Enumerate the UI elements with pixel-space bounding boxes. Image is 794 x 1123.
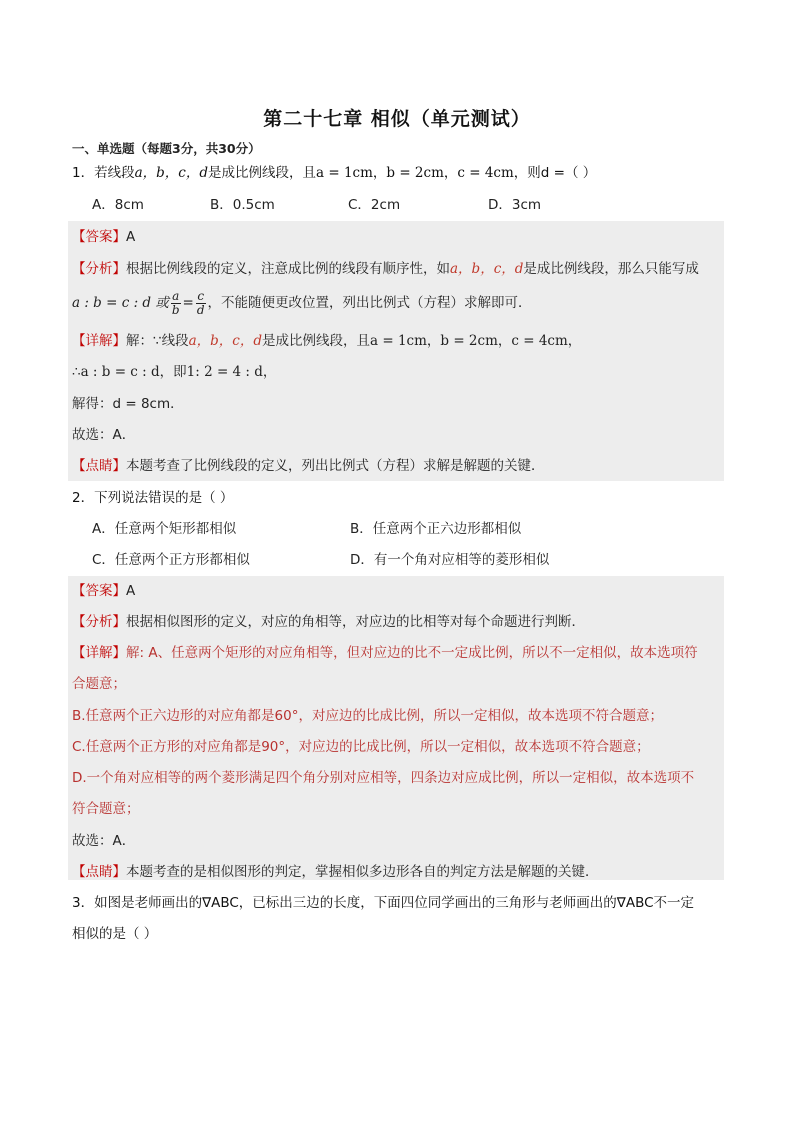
comment-tag: 【点睛】	[72, 458, 126, 474]
q1-given: a = 1cm，b = 2cm，c = 4cm，	[316, 165, 528, 181]
q2-comment	[72, 861, 599, 883]
q2-analysis-text: 根据相似图形的定义，对应的角相等，对应边的比相等对每个命题进行判断．	[126, 614, 585, 630]
q1-analysis-vars: a，b，c，d	[450, 261, 524, 277]
frac-denominator: b	[171, 302, 180, 317]
q2-option-b: B．任意两个正六边形都相似	[350, 521, 522, 537]
q1-option-c: C．2cm	[348, 197, 401, 213]
analysis-tag: 【分析】	[72, 261, 126, 277]
frac-numerator: a	[172, 288, 180, 303]
frac-denominator: d	[196, 302, 205, 317]
q1-detail-line-1	[72, 330, 581, 352]
q1-detail-text-b: 是成比例线段，且	[262, 333, 370, 349]
q1-detail-text: 解：∵线段	[126, 333, 189, 349]
q3-stem-line-1: 3．如图是老师画出的∇ABC，已标出三边的长度，下面四位同学画出的三角形与老师画出的∇ABC不一定	[72, 895, 695, 911]
fraction-c-d	[196, 290, 206, 317]
q1-detail-line-2: ∴a : b = c : d，即1: 2 = 4 : d，	[72, 364, 277, 380]
q1-analysis-line-1	[72, 258, 699, 280]
comment-tag: 【点睛】	[72, 864, 126, 880]
q2-answer	[72, 580, 135, 602]
q1-stem	[72, 162, 596, 184]
q3-stem-line-2: 相似的是（ ）	[72, 926, 158, 942]
section-heading: 一、单选题（每题3分，共30分）	[72, 141, 261, 156]
frac-equals: =	[182, 295, 194, 311]
q1-vars: a，b，c，d	[134, 165, 208, 181]
q2-comment-text: 本题考查的是相似图形的判定，掌握相似多边形各自的判定方法是解题的关键．	[126, 864, 599, 880]
q1-comment-text: 本题考查了比例线段的定义，列出比例式（方程）求解是解题的关键．	[126, 458, 545, 474]
fraction-a-b	[171, 290, 181, 317]
q1-analysis-text-c: ，不能随便更改位置，列出比例式（方程）求解即可．	[207, 295, 532, 311]
q2-stem: 2．下列说法错误的是（ ）	[72, 490, 234, 506]
q1-answer	[72, 226, 135, 248]
q2-analysis	[72, 611, 585, 633]
q2-option-c: C．任意两个正方形都相似	[92, 552, 250, 568]
q2-detail-line-2: B.任意两个正六边形的对应角都是60°，对应边的比成比例，所以一定相似，故本选项不符合题意；	[72, 708, 663, 724]
q1-option-b: B．0.5cm	[210, 197, 275, 213]
q1-detail-line-4: 故选：A．	[72, 427, 136, 443]
q1-comment	[72, 455, 545, 477]
q1-option-a: A．8cm	[92, 197, 144, 213]
q1-ratio: a : b = c : d 或	[72, 295, 169, 311]
analysis-tag: 【分析】	[72, 614, 126, 630]
q2-detail-text: 解: A、任意两个矩形的对应角相等，但对应边的比不一定成比例，所以不一定相似，故本选项符	[126, 645, 698, 661]
q1-answer-value: A	[126, 229, 136, 245]
answer-tag: 【答案】	[72, 583, 126, 599]
q1-analysis-text: 根据比例线段的定义，注意成比例的线段有顺序性，如	[126, 261, 450, 277]
detail-tag: 【详解】	[72, 333, 126, 349]
q2-detail-line-3: C.任意两个正方形的对应角都是90°，对应边的比成比例，所以一定相似，故本选项不符合题意；	[72, 739, 650, 755]
q1-option-d: D．3cm	[488, 197, 542, 213]
answer-tag: 【答案】	[72, 229, 126, 245]
frac-numerator: c	[197, 288, 205, 303]
q2-option-a: A．任意两个矩形都相似	[92, 521, 237, 537]
q1-analysis-text-b: 是成比例线段，那么只能写成	[523, 261, 699, 277]
q2-detail-line-4: D.一个角对应相等的两个菱形满足四个角分别对应相等，四条边对应成比例，所以一定相似，故本选项不	[72, 770, 695, 786]
q2-detail-line-5: 故选：A．	[72, 833, 136, 849]
q1-stem-b: 是成比例线段，且	[208, 165, 316, 181]
detail-tag: 【详解】	[72, 645, 126, 661]
q1-ask: 则d =（ ）	[527, 165, 597, 181]
page-title: 第二十七章 相似（单元测试）	[263, 108, 531, 130]
q1-detail-vars: a，b，c，d	[188, 333, 262, 349]
q2-answer-value: A	[126, 583, 136, 599]
q2-detail-line-1b: 合题意；	[72, 676, 126, 692]
q2-detail-line-1	[72, 642, 698, 664]
q1-detail-line-3: 解得：d = 8cm．	[72, 396, 184, 412]
q1-analysis-line-2	[72, 288, 532, 318]
q1-detail-given: a = 1cm，b = 2cm，c = 4cm，	[370, 333, 582, 349]
q1-stem-a: 1．若线段	[72, 165, 135, 181]
q2-option-d: D．有一个角对应相等的菱形相似	[350, 552, 550, 568]
q2-detail-line-4b: 符合题意；	[72, 801, 140, 817]
